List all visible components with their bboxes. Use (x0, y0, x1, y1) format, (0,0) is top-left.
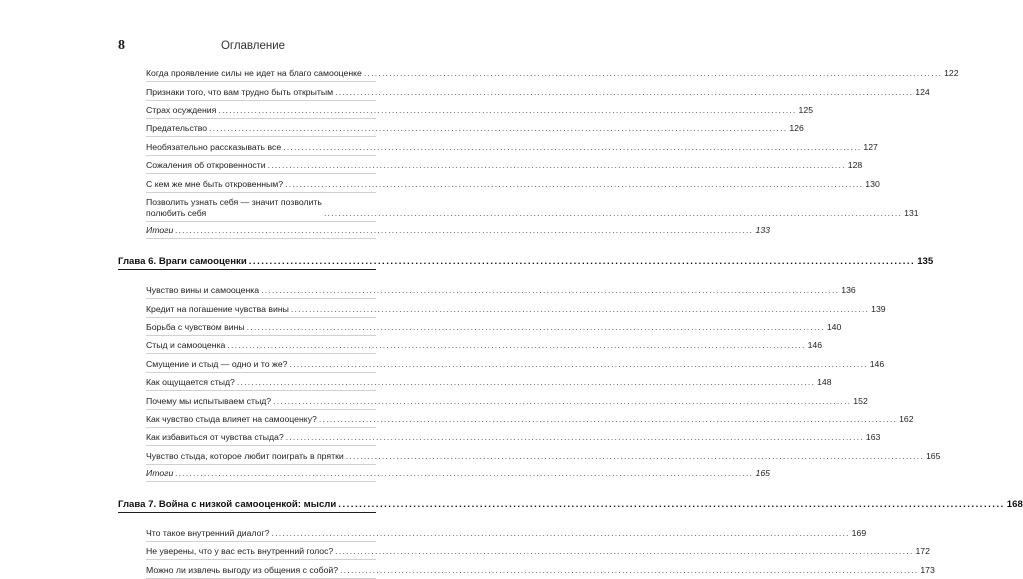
toc-page-number: 172 (915, 546, 930, 557)
toc-entry-row[interactable] (146, 413, 914, 428)
dot-leader: ................................................................................................................................................................ (345, 450, 924, 461)
toc-page-number: 152 (853, 395, 868, 406)
toc-title: Глава 7. Война с низкой самооценкой: мысли (118, 499, 337, 511)
toc-page-number: 163 (865, 432, 881, 443)
toc-title-line: Позволить узнать себя — значит позволить (146, 197, 322, 208)
dot-leader: ................................................................................................................................................................ (236, 377, 816, 388)
toc-page-number: 169 (851, 527, 867, 538)
toc-entry-row[interactable] (146, 302, 886, 317)
toc-page-number: 173 (920, 564, 935, 575)
toc-title: Как избавиться от чувства стыда? (146, 432, 284, 443)
dot-leader: ................................................................................................................................................................ (227, 340, 806, 351)
toc-page-number: 162 (899, 413, 914, 424)
toc-entry-row[interactable] (146, 527, 867, 542)
toc-title: Чувство вины и самооценка (146, 285, 260, 296)
toc-title: Можно ли извлечь выгоду из общения с собой? (146, 564, 339, 575)
dot-leader: ................................................................................................................................................................ (261, 285, 840, 296)
dot-leader: ................................................................................................................................................................ (335, 546, 914, 557)
toc-page-number: 124 (915, 86, 930, 97)
toc-title: Борьба с чувством вины (146, 322, 245, 332)
toc-page-number: 133 (755, 225, 770, 236)
toc-summary-row[interactable] (146, 468, 770, 482)
table-of-contents (118, 67, 1023, 579)
toc-entry-row[interactable] (146, 339, 823, 354)
dot-leader: ................................................................................................................................................................ (363, 68, 943, 79)
toc-entry-row[interactable] (146, 85, 930, 100)
toc-page-number: 122 (944, 68, 959, 79)
toc-title: Сожаления об откровенности (146, 160, 266, 171)
dot-leader: ................................................................................................................................................................ (209, 123, 788, 134)
toc-page-number: 128 (847, 160, 863, 171)
toc-entry-row[interactable] (146, 563, 935, 578)
dot-leader: ................................................................................................................................................................ (338, 499, 1005, 511)
toc-entry-row[interactable] (146, 141, 878, 156)
toc-title: Что такое внутренний диалог? (146, 527, 270, 538)
toc-page-number: 168 (1006, 499, 1023, 511)
toc-entry-row[interactable] (146, 394, 868, 409)
toc-title: Чувство стыда, которое любит поиграть в прятки (146, 450, 344, 461)
toc-summary-row[interactable] (146, 225, 770, 239)
toc-page-number: 165 (755, 468, 770, 479)
toc-page-number: 165 (925, 450, 941, 461)
dot-leader: ................................................................................................................................................................ (318, 413, 898, 424)
dot-leader: ................................................................................................................................................................ (285, 432, 864, 443)
dot-leader: ................................................................................................................................................................ (285, 178, 864, 189)
toc-entry-row[interactable] (146, 159, 863, 174)
toc-title: Стыд и самооценка (146, 340, 226, 351)
toc-entry-row[interactable] (146, 431, 881, 446)
dot-leader: ................................................................................................................................................................ (175, 225, 754, 236)
toc-title: Итоги (146, 468, 174, 479)
toc-page-number: 126 (789, 123, 804, 134)
toc-chapter-row[interactable] (118, 255, 934, 270)
toc-entry-row[interactable] (146, 545, 930, 560)
toc-entry-row[interactable] (146, 449, 941, 464)
toc-title: Предательство (146, 123, 208, 134)
toc-page-number: 148 (817, 377, 832, 388)
toc-page-number: 135 (917, 256, 934, 268)
toc-page-number: 131 (904, 208, 919, 219)
toc-entry-row[interactable] (146, 104, 814, 119)
dot-leader: ................................................................................................................................................................ (218, 105, 797, 116)
dot-leader: ................................................................................................................................................................ (290, 303, 870, 314)
toc-entry-row[interactable] (146, 321, 842, 336)
toc-title: С кем же мне быть откровенным? (146, 178, 284, 189)
dot-leader: ................................................................................................................................................................ (283, 141, 862, 152)
toc-title: Когда проявление силы не идет на благо самооценке (146, 68, 362, 79)
dot-leader: ................................................................................................................................................................ (267, 160, 846, 171)
toc-entry-row[interactable] (146, 196, 919, 222)
dot-leader: ................................................................................................................................................................ (340, 564, 919, 575)
dot-leader: ................................................................................................................................................................ (323, 208, 903, 219)
toc-entry-row[interactable] (146, 67, 959, 82)
toc-page-number: 140 (826, 322, 842, 332)
toc-page-number: 139 (871, 303, 886, 314)
dot-leader: ................................................................................................................................................................ (175, 468, 754, 479)
toc-title-line: полюбить себя (146, 208, 207, 219)
toc-page-number: 136 (841, 285, 856, 296)
toc-title: Почему мы испытываем стыд? (146, 395, 272, 406)
page-number: 8 (118, 38, 125, 53)
toc-entry-row[interactable] (146, 357, 885, 372)
toc-title: Необязательно рассказывать все (146, 141, 282, 152)
dot-leader: ................................................................................................................................................................ (273, 395, 852, 406)
toc-title: Кредит на погашение чувства вины (146, 303, 289, 314)
toc-title: Не уверены, что у вас есть внутренний голос? (146, 546, 334, 557)
toc-title: Как ощущается стыд? (146, 377, 235, 388)
dot-leader: ................................................................................................................................................................ (271, 527, 850, 538)
toc-entry-row[interactable] (146, 284, 856, 299)
toc-chapter-row[interactable] (118, 498, 1023, 513)
dot-leader: ................................................................................................................................................................ (289, 358, 868, 369)
toc-title (146, 197, 322, 219)
toc-page-number: 127 (863, 141, 878, 152)
dot-leader: ................................................................................................................................................................ (248, 256, 916, 268)
toc-entry-row[interactable] (146, 376, 832, 391)
toc-page-number: 146 (869, 358, 885, 369)
toc-page-number: 125 (798, 105, 814, 116)
toc-title: Признаки того, что вам трудно быть открытым (146, 86, 334, 97)
dot-leader: ................................................................................................................................................................ (335, 86, 914, 97)
page-title: Оглавление (220, 40, 286, 52)
toc-title: Смущение и стыд — одно и то же? (146, 358, 288, 369)
toc-page-number: 130 (865, 178, 880, 189)
toc-entry-row[interactable] (146, 122, 804, 137)
toc-title: Страх осуждения (146, 105, 217, 116)
dot-leader: ................................................................................................................................................................ (246, 322, 825, 332)
toc-entry-row[interactable] (146, 177, 880, 192)
toc-page-number: 146 (807, 340, 823, 351)
page-header (118, 38, 388, 54)
toc-title: Как чувство стыда влияет на самооценку? (146, 413, 317, 424)
toc-title: Глава 6. Враги самооценки (118, 256, 247, 268)
toc-title: Итоги (146, 225, 174, 236)
